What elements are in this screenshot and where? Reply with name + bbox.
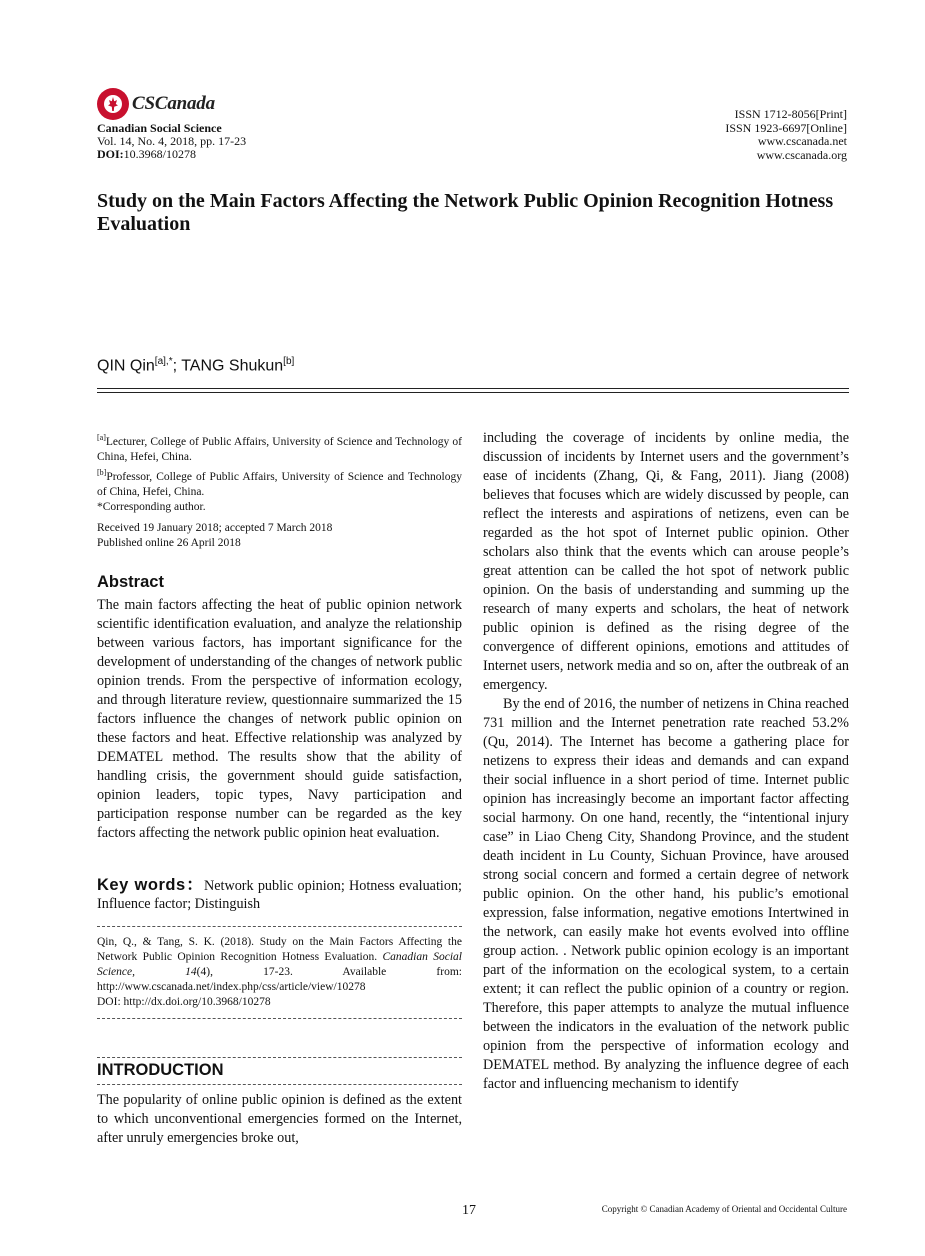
article-dates [97,521,462,551]
keywords-colon: ： [185,876,204,894]
body-paragraph-2: By the end of 2016, the number of netizens in China reached 731 million and the Internet penetration rate reached 53.2% (Qu, 2014). The Internet has become a gathering place for netizens to express their ideas and demands and can expand their social influence in a short period of time. Internet public opinion has increasingly become an important factor affecting social harmony. On one hand, recently, the “intentional injury case” in Liao Cheng City, Shandong Province, and the student death incident in Lu County, Sichuan Province, have aroused strong social concern and formed a certain degree of network public opinion. On the other hand, his public’s emotional expression, false information, negative emotions Intertwined in the network, can easily make hot events evolved into offline group action. . Network public opinion ecology is an important part of the information on the ecological system, to a certain extent; it can reflect the public opinion of a country or region. Therefore, this paper attempts to analyze the mutual influence between the indicators in the evaluation of the network public opinion from the perspective of information ecology and DEMATEL method. By analyzing the influence degree of each factor and influencing mechanism to identify [483,696,849,1092]
introduction-top-divider [97,1057,462,1058]
keywords-text: Network public opinion; Hotness evaluation; Influence factor; Distinguish [97,878,462,912]
introduction-text: The popularity of online public opinion is defined as the extent to which unconventional emergencies formed on the Internet, after unruly emergencies broke out, [97,1092,462,1146]
journal-info [97,122,246,161]
citation-doi[interactable]: DOI: http://dx.doi.org/10.3968/10278 [97,996,271,1008]
author-separator: ; [172,357,182,375]
authors-line [97,356,294,375]
volume-info: Vol. 14, No. 4, 2018, pp. 17-23 [97,134,247,148]
citation-block [97,935,462,1010]
author-1: QIN Qin [97,357,155,375]
journal-doi [97,148,246,161]
citation-journal: Canadian Social Science, 14 [97,951,462,978]
affiliations [97,430,462,515]
article-title: Study on the Main Factors Affecting the Network Public Opinion Recognition Hotness Evaluation [97,190,834,235]
citation-part-1: Qin, Q., & Tang, S. K. (2018). Study on the Main Factors Affecting the Network Public Opinion Recognition Hotness Evaluation. [97,936,462,963]
issn-online: ISSN 1923-6697[Online] [725,120,847,135]
affiliation-marker: [a] [97,433,106,442]
affiliation-text: Professor, College of Public Affairs, University of Science and Technology of China, Hefei, China. [97,470,462,498]
abstract-heading: Abstract [97,573,164,591]
publisher-logo-text: CSCanada [132,93,215,114]
keywords [97,876,462,913]
received-date: Received 19 January 2018; accepted 7 March 2018 [97,522,333,534]
affiliation-marker: [b] [97,467,107,477]
issn-print: ISSN 1712-8056[Print] [734,107,847,121]
citation-bottom-divider [97,1018,462,1019]
maple-leaf-icon [97,88,129,120]
affiliation-text: Lecturer, College of Public Affairs, University of Science and Technology of China, Hefei, China. [97,435,462,463]
website-net[interactable]: www.cscanada.net [757,134,847,148]
website-org[interactable]: www.cscanada.org [756,147,847,162]
right-column-body [483,429,849,1094]
citation-part-2[interactable]: (4), 17-23. Available from: http://www.cscanada.net/index.php/css/article/view/10278 [97,966,462,993]
issn-block [725,108,847,162]
doi-value: 10.3968/10278 [123,147,197,161]
body-paragraph-1: including the coverage of incidents by online media, the discussion of incidents by Internet users and the government’s ease of incidents (Zhang, Qi, & Fang, 2011). Jiang (2008) believes that focuses which are widely discussed by people, can reflect the interests and aspirations of netizens, even can be regarded as the hot spot of Internet public opinion. Other scholars also think that the events which can arouse people’s great attention can be called the hot spot of network public opinion. On the basis of understanding and summing up the research of many experts and scholars, the heat of network public opinion is defined as the rising degree of the convergence of different opinions, emotions and attitudes of Internet users, network media and so on, after the outbreak of an emergency. [483,430,849,693]
introduction-heading: INTRODUCTION [97,1061,224,1079]
page-number: 17 [462,1203,476,1218]
keywords-heading: Key words [97,876,186,894]
double-rule-divider [97,388,849,393]
introduction-bottom-divider [97,1084,462,1085]
author-2-affiliation-marker: [b] [283,356,295,367]
author-2: TANG Shukun [181,357,284,375]
published-date: Published online 26 April 2018 [97,537,241,549]
author-1-affiliation-marker: [a],* [154,356,173,367]
journal-name: Canadian Social Science [97,121,222,135]
publisher-logo [97,86,215,122]
abstract-text: The main factors affecting the heat of public opinion network scientific identification evaluation, and analyze the relationship between various factors, has important significance for the development of understanding of the changes of network public opinion trends. From the perspective of information ecology, and through literature review, questionnaire summarized the 15 factors influence the changes of network public opinion on these factors and heat. Effective relationship was analyzed by DEMATEL method. The results show that the ability of handling crisis, the government should guide satisfaction, opinion leaders, topic types, Navy participation and participation response number can be regarded as the key factors affecting the network public opinion heat evaluation. [97,597,462,841]
citation-top-divider [97,926,462,927]
affiliation-a [97,430,462,465]
affiliation-b [97,465,462,500]
copyright-notice: Copyright © Canadian Academy of Oriental and Occidental Culture [601,1204,847,1214]
doi-label: DOI: [97,147,124,161]
corresponding-author-note: *Corresponding author. [97,500,206,513]
